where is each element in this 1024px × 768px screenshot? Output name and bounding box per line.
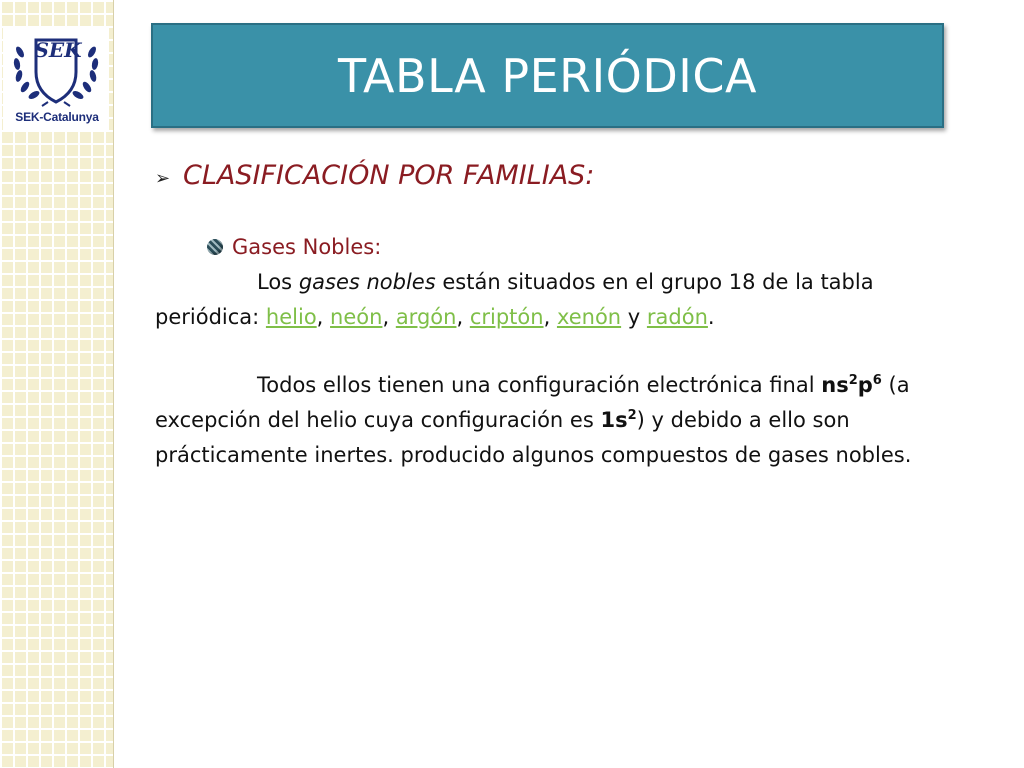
para1-text-start: Los (257, 270, 293, 294)
link-argon[interactable]: argón (395, 305, 457, 329)
link-radon[interactable]: radón (646, 305, 708, 329)
para2-text-mid: (a excepción del helio cuya configuración es (155, 373, 910, 432)
paragraph-configuration (155, 368, 945, 473)
subsection-bullet (207, 235, 381, 259)
logo-caption: SEK-Catalunya (15, 110, 99, 124)
arrow-bullet-icon: ➢ (155, 168, 171, 189)
subsection-heading: Gases Nobles: (232, 235, 382, 259)
paragraph-location: Los gases nobles están situados en el grupo 18 de la tabla periódica: helio, neón, argón, criptón, xenón y radón. (155, 270, 874, 329)
sphere-bullet-icon (207, 239, 223, 255)
section-heading: CLASIFICACIÓN POR FAMILIAS: (183, 160, 595, 191)
decorative-side-strip (0, 0, 114, 768)
slide-title: TABLA PERIÓDICA (338, 48, 757, 103)
title-bar (151, 23, 944, 128)
para1-text-mid: están situados en el grupo 18 de la tabla periódica: (155, 270, 874, 329)
link-helio[interactable]: helio (265, 305, 317, 329)
para2-text-end: ) y debido a ello son prácticamente inertes. producido algunos compuestos de gases nobles. (155, 408, 912, 467)
logo-monogram: SEK (34, 38, 82, 62)
sek-logo (3, 28, 109, 132)
para1-emphasis: gases nobles (298, 270, 436, 294)
para2-text-start: Todos ellos tienen una configuración electrónica final (257, 373, 815, 397)
link-neon[interactable]: neón (330, 305, 383, 329)
config-1s2: $1s^2$ (600, 408, 637, 432)
link-kripton[interactable]: criptón (469, 305, 544, 329)
config-ns2p6: $ns^2p^6$ (821, 373, 882, 397)
section-bullet (155, 160, 594, 191)
link-xenon[interactable]: xenón (556, 305, 622, 329)
